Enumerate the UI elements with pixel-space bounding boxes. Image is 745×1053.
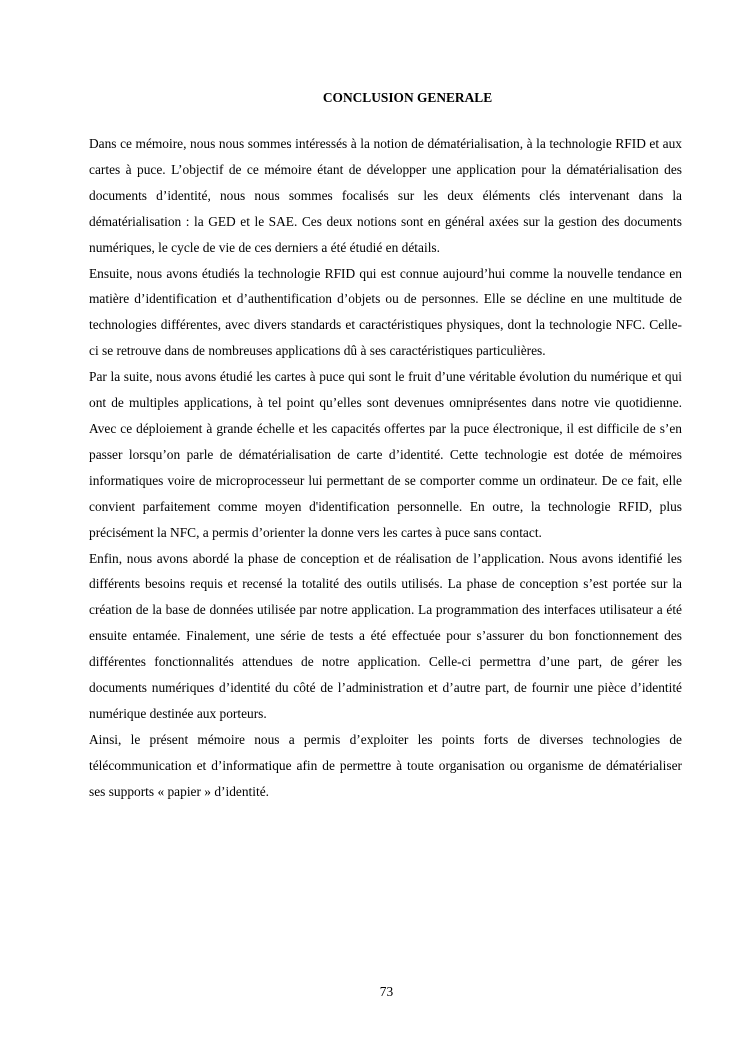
page-number: 73 — [379, 984, 394, 999]
paragraph-closing: Ainsi, le présent mémoire nous a permis d’exploiter les points forts de diverses technologies de télécommunication et d’informatique afin de permettre à toute organisation ou organisme de dématérialiser ses supports « papier » d’identité. — [89, 731, 682, 799]
paragraph-rfid: Ensuite, nous avons étudiés la technologie RFID qui est connue aujourd’hui comme la nouvelle tendance en matière d’identification et d’authentification d’objets ou de personnes. Elle se décline en une multitude de technologies différentes, avec divers standards et caractéristiques physiques, dont la technologie NFC. Celle-ci se retrouve dans de nombreuses applications dû à ses caractéristiques particulières. — [89, 265, 682, 359]
page-title: CONCLUSION GENERALE — [322, 90, 493, 105]
paragraph-intro: Dans ce mémoire, nous nous sommes intéressés à la notion de dématérialisation, à la technologie RFID et aux cartes à puce. L’objectif de ce mémoire étant de développer une application pour la dématérialisation des documents d’identité, nous nous sommes focalisés sur les deux éléments clés intervenant dans la dématérialisation : la GED et le SAE. Ces deux notions sont en général axées sur la gestion des documents numériques, le cycle de vie de ces derniers a été étudié en détails. — [89, 136, 682, 255]
paragraph-application: Enfin, nous avons abordé la phase de conception et de réalisation de l’application. Nous avons identifié les différents besoins requis et recensé la totalité des outils utilisés. La phase de conception s’est portée sur la création de la base de données utilisée par notre application. La programmation des interfaces utilisateur a été ensuite entamée. Finalement, une série de tests a été effectuée pour s’assurer du bon fonctionnement des différentes fonctionnalités attendues de notre application. Celle-ci permettra d’une part, de gérer les documents numériques d’identité du côté de l’administration et d’autre part, de fournir une pièce d’identité numérique destinée aux porteurs. — [89, 550, 682, 721]
body-text — [89, 131, 682, 805]
paragraph-smart-cards: Par la suite, nous avons étudié les cartes à puce qui sont le fruit d’une véritable évolution du numérique et qui ont de multiples applications, à tel point qu’elles sont devenues omniprésentes dans notre vie quotidienne. Avec ce déploiement à grande échelle et les capacités offertes par la puce électronique, il est difficile de s’en passer lorsqu’on parle de dématérialisation de carte d’identité. Cette technologie est dotée de mémoires informatiques voire de microprocesseur lui permettant de se comporter comme un ordinateur. De ce fait, elle convient parfaitement comme moyen d'identification personnelle. En outre, la technologie RFID, plus précisément la NFC, a permis d’orienter la donne vers les cartes à puce sans contact. — [89, 369, 682, 540]
